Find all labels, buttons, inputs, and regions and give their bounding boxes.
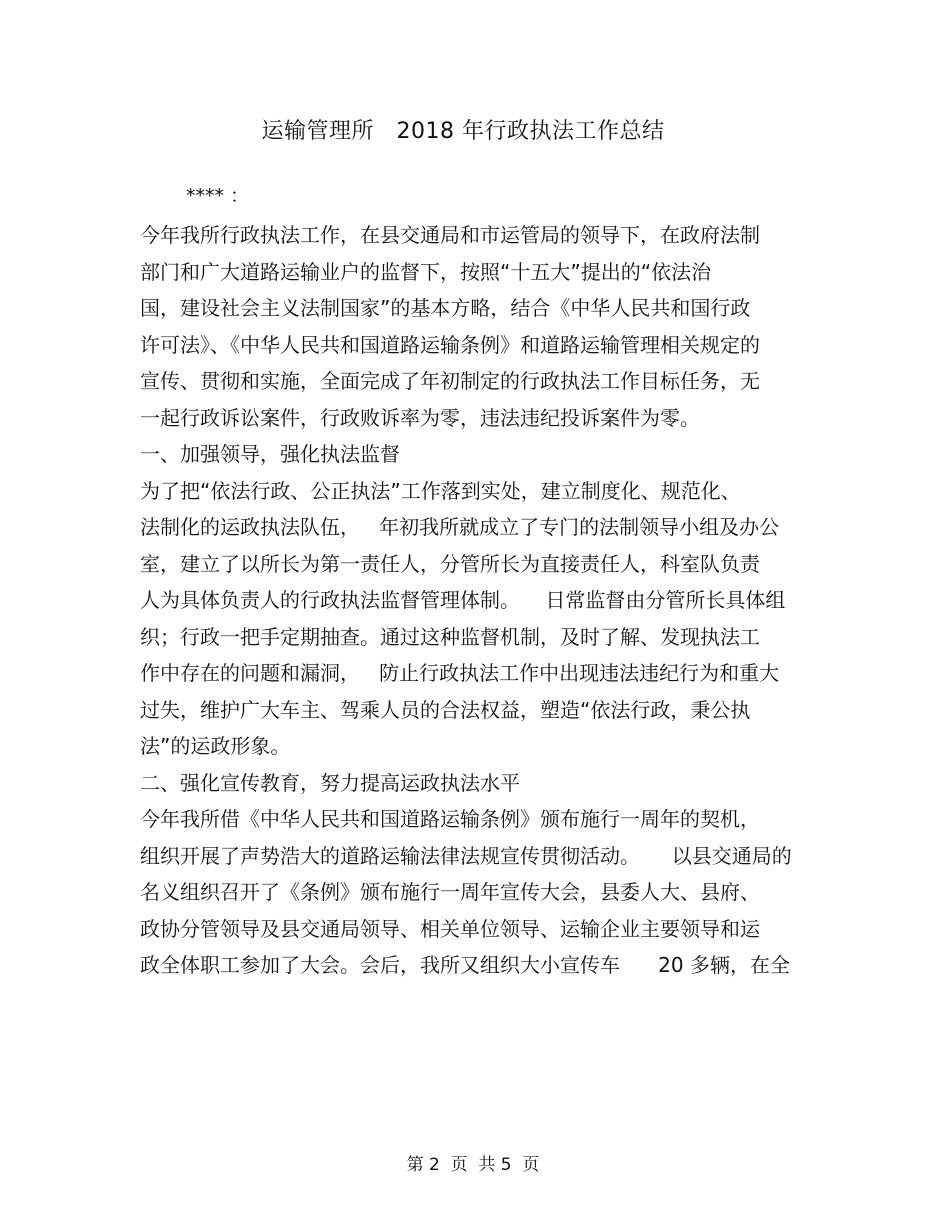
document-title: 运输管理所 2018 年行政执法工作总结 (261, 119, 665, 144)
body-line: 组织开展了声势浩大的道路运输法律法规宣传贯彻活动。 以县交通局的 (140, 843, 792, 868)
body-line: 国，建设社会主义法制国家”的基本方略，结合《中华人民共和国行政 (140, 296, 751, 320)
body-line: 宣传、贯彻和实施，全面完成了年初制定的行政执法工作目标任务，无 (140, 369, 760, 393)
body-line: 过失，维护广大车主、驾乘人员的合法权益，塑造“依法行政，秉公执 (140, 697, 751, 722)
body-line: 室，建立了以所长为第一责任人，分管所长为直接责任人，科室队负责 (140, 551, 760, 576)
body-line: 人为具体负责人的行政执法监督管理体制。 日常监督由分管所长具体组 (140, 588, 786, 612)
body-line: 法”的运政形象。 (140, 734, 291, 758)
section-heading: 二、强化宣传教育，努力提高运政执法水平 (140, 770, 520, 795)
body-line: 许可法》、《中华人民共和国道路运输条例》和道路运输管理相关规定的 (140, 332, 760, 357)
body-line: 政全体职工参加了大会。会后，我所又组织大小宣传车 20 多辆，在全 (140, 953, 790, 977)
salutation: **** ： (186, 185, 250, 207)
body-line: 法制化的运政执法队伍， 年初我所就成立了专门的法制领导小组及办公 (140, 515, 780, 539)
body-line: 今年我所行政执法工作，在县交通局和市运管局的领导下，在政府法制 (140, 223, 760, 247)
body-line: 作中存在的问题和漏洞， 防止行政执法工作中出现违法违纪行为和重大 (140, 661, 780, 685)
body-line: 为了把“依法行政、公正执法”工作落到实处，建立制度化、规范化、 (140, 478, 741, 503)
body-line: 今年我所借《中华人民共和国道路运输条例》颁布施行一周年的契机， (140, 807, 760, 831)
body-line: 织；行政一把手定期抽查。通过这种监督机制，及时了解、发现执法工 (140, 624, 760, 649)
section-heading: 一、加强领导，强化执法监督 (140, 442, 400, 466)
page-number-footer: 第 2 页 共 5 页 (406, 1155, 540, 1175)
body-line: 名义组织召开了《条例》颁布施行一周年宣传大会，县委人大、县府、 (140, 880, 760, 904)
body-line: 政协分管领导及县交通局领导、相关单位领导、运输企业主要领导和运 (140, 916, 760, 941)
body-line: 一起行政诉讼案件，行政败诉率为零，违法违纪投诉案件为零。 (140, 405, 700, 430)
document-body (140, 217, 820, 984)
body-line: 部门和广大道路运输业户的监督下，按照“十五大”提出的“依法治 (140, 259, 712, 284)
